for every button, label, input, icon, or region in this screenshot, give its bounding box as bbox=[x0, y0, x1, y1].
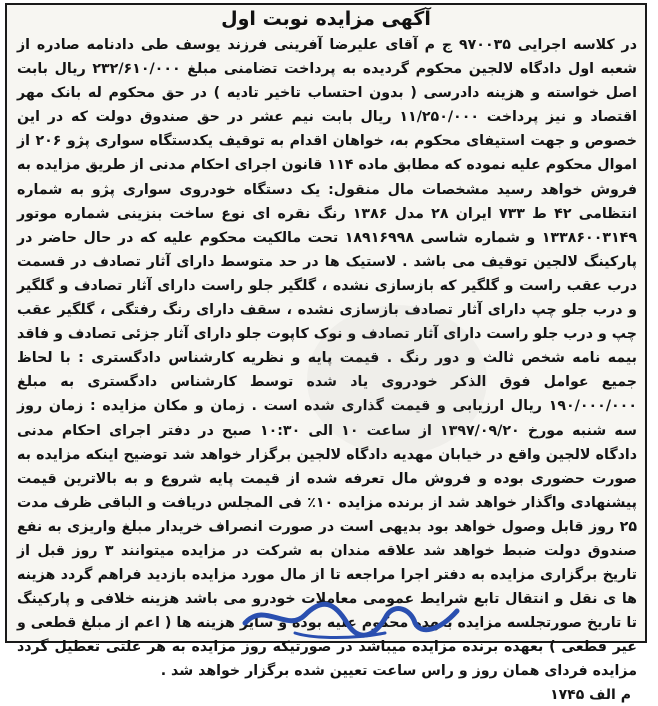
notice-reference-number: م الف ۱۷۴۵ bbox=[550, 686, 631, 703]
handwritten-signature bbox=[235, 593, 465, 641]
faded-stamp bbox=[307, 305, 487, 455]
notice-title: آگهی مزایده نوبت اول bbox=[221, 8, 431, 30]
auction-notice bbox=[5, 3, 647, 703]
notice-body: در کلاسه اجرایی ۹۷۰۰۳۵ ج م آقای علیرضا آفرینی فرزند یوسف طی دادنامه صادره از شعبه اول دادگاه لالجین محکوم گردیده به پرداخت تضامنی مبلغ ۲۳۲/۶۱۰/۰۰۰ ریال بابت اصل خواسته و هزینه دادرسی ( بدون احتساب تاخیر تادیه ) در حق محکوم له بانک مهر اقتصاد و نیز پرداخت ۱۱/۲۵۰/۰۰۰ ریال بابت نیم عشر در حق صندوق دولت که در این خصوص و جهت استیفای محکوم به، خواهان اقدام به توقیف یکدستگاه سواری پژو ۲۰۶ از اموال محکوم علیه نموده که مطابق ماده ۱۱۴ قانون اجرای احکام مدنی از طریق مزایده به فروش خواهد رسید مشخصات مال منقول: یک دستگاه خودروی سواری پژو به شماره انتظامی ۴۲ ط ۷۳۳ ایران ۲۸ مدل ۱۳۸۶ رنگ نقره ای نوع ساخت بنزینی شماره موتور ۱۳۳۸۶۰۰۳۱۴۹ و شماره شاسی ۱۸۹۱۶۹۹۸ تحت مالکیت محکوم علیه که در حال حاضر در پارکینگ لالجین توقیف می باشد . لاستیک ها در حد متوسط دارای آثار تصادف در قسمت درب عقب راست و گلگیر که بازسازی نشده ، گلگیر جلو راست دارای آثار تصادف و گلگیر و درب جلو چپ دارای آثار تصادف بازسازی نشده ، سقف دارای رنگ رفتگی ، گلگیر عقب چپ و درب جلو راست دارای آثار تصادف و نوک کاپوت جلو دارای آثار جزئی تصادف و فاقد بیمه نامه شخص ثالث و دور رنگ . قیمت پایه و نظریه کارشناس دادگستری : با لحاظ جمیع عوامل فوق الذکر خودروی یاد شده توسط کارشناس دادگستری به مبلغ ۱۹۰/۰۰۰/۰۰۰ ریال ارزیابی و قیمت گذاری شده است . زمان و مکان مزایده : زمان روز سه شنبه مورخ ۱۳۹۷/۰۹/۲۰ از ساعت ۱۰ الی ۱۰:۳۰ صبح در دفتر اجرای احکام مدنی دادگاه لالجین واقع در خیابان مهدیه دادگاه لالجین برگزار خواهد شد توضیح اینکه مزایده به صورت حضوری بوده و فروش مال تعرفه شده از قیمت پایه شروع و به بالاترین قیمت پیشنهادی واگذار خواهد شد از برنده مزایده ۱۰٪ فی المجلس دریافت و الباقی ظرف مدت ۲۵ روز قابل وصول خواهد بود بدیهی است در صورت انصراف خریدار مبلغ واریزی به نفع صندوق دولت ضبط خواهد شد علاقه مندان به شرکت در مزایده میتوانند ۳ روز قبل از تاریخ برگزاری مزایده به دفتر اجرا مراجعه تا از مال مورد مزایده بازدید فراهم گردد هزینه ها ی نقل و انتقال تابع شرایط عمومی معاملات خودرو می باشد هزینه خلافی و پارکینگ تا تاریخ صورتجلسه مزایده بعهده محکوم علیه بوده و سایر هزینه ها ( اعم از مبلغ قطعی و غیر قطعی ) بعهده برنده مزایده میباشد در صورتیکه روز مزایده به هر علتی تعطیل گردد مزایده فردای همان روز و راس ساعت تعیین شده برگزار خواهد شد . bbox=[17, 37, 638, 680]
